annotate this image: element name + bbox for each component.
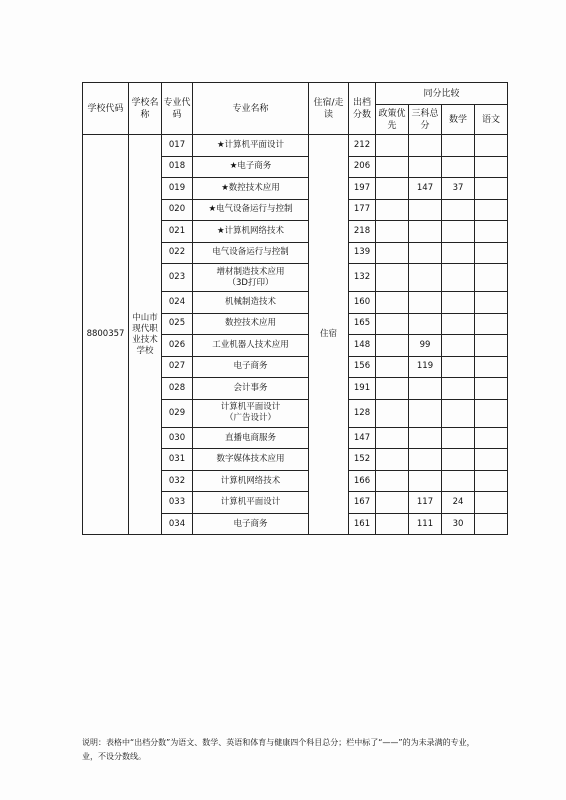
major-name-cell — [193, 356, 309, 378]
three-total-cell: 147 — [409, 178, 442, 200]
major-name-cell — [193, 313, 309, 335]
major-code-cell: 021 — [162, 221, 193, 243]
score-cell: 160 — [349, 292, 376, 314]
major-name-text: 数字媒体技术应用 — [216, 454, 285, 465]
major-name-cell — [193, 199, 309, 221]
math-cell — [442, 221, 475, 243]
chinese-cell — [475, 156, 508, 178]
major-code-cell: 030 — [162, 427, 193, 449]
major-code-cell: 027 — [162, 356, 193, 378]
header-three-total: 三科总分 — [409, 105, 442, 135]
policy-cell — [376, 242, 409, 264]
chinese-cell — [475, 470, 508, 492]
policy-cell — [376, 292, 409, 314]
chinese-cell — [475, 492, 508, 514]
major-name-text: 电子商务 — [233, 361, 268, 372]
score-cell: 139 — [349, 242, 376, 264]
major-name-text: 机械制造技术 — [224, 296, 276, 307]
header-chinese: 语文 — [475, 105, 508, 135]
major-name-text: 直播电商服务 — [224, 432, 276, 443]
major-name-text: ★电子商务 — [229, 161, 272, 172]
three-total-cell — [409, 199, 442, 221]
header-major-name: 专业名称 — [193, 83, 309, 135]
major-code-cell: 023 — [162, 264, 193, 292]
school-name-cell: 中山市现代职业技术学校 — [129, 135, 162, 535]
major-name-text: 计算机平面设计 — [220, 402, 281, 413]
three-total-cell — [409, 264, 442, 292]
math-cell — [442, 313, 475, 335]
major-code-cell: 028 — [162, 378, 193, 400]
table-row — [83, 135, 508, 157]
chinese-cell — [475, 221, 508, 243]
score-cell: 177 — [349, 199, 376, 221]
header-school-name: 学校名称 — [129, 83, 162, 135]
header-math: 数学 — [442, 105, 475, 135]
lodging-cell: 住宿 — [309, 135, 349, 535]
admission-score-table — [82, 82, 508, 535]
score-cell: 166 — [349, 470, 376, 492]
policy-cell — [376, 156, 409, 178]
major-name-cell — [193, 470, 309, 492]
major-name-text: ★计算机平面设计 — [216, 139, 285, 150]
major-name-cell — [193, 156, 309, 178]
policy-cell — [376, 264, 409, 292]
major-name-cell — [193, 221, 309, 243]
score-cell: 132 — [349, 264, 376, 292]
footnote-line-1: 说明：表格中“出档分数”为语文、数学、英语和体育与健康四个科目总分；栏中标了“——”的为未录满的专业， — [82, 738, 475, 747]
score-cell: 128 — [349, 399, 376, 427]
three-total-cell: 119 — [409, 356, 442, 378]
major-code-cell: 018 — [162, 156, 193, 178]
three-total-cell — [409, 427, 442, 449]
policy-cell — [376, 399, 409, 427]
math-cell — [442, 356, 475, 378]
major-name-cell — [193, 449, 309, 471]
math-cell: 30 — [442, 513, 475, 535]
major-name-cell — [193, 513, 309, 535]
score-cell: 206 — [349, 156, 376, 178]
school-code-cell: 8800357 — [83, 135, 129, 535]
major-name-text: 计算机网络技术 — [220, 475, 281, 486]
major-code-cell: 034 — [162, 513, 193, 535]
major-code-cell: 025 — [162, 313, 193, 335]
math-cell — [442, 156, 475, 178]
major-name-subtext: （3D打印） — [227, 277, 274, 288]
chinese-cell — [475, 313, 508, 335]
chinese-cell — [475, 427, 508, 449]
major-name-cell — [193, 335, 309, 357]
major-code-cell: 026 — [162, 335, 193, 357]
three-total-cell — [409, 449, 442, 471]
policy-cell — [376, 335, 409, 357]
major-code-cell: 031 — [162, 449, 193, 471]
major-name-text: ★电气设备运行与控制 — [208, 204, 293, 215]
major-code-cell: 017 — [162, 135, 193, 157]
policy-cell — [376, 135, 409, 157]
major-code-cell: 032 — [162, 470, 193, 492]
chinese-cell — [475, 178, 508, 200]
three-total-cell — [409, 470, 442, 492]
three-total-cell — [409, 242, 442, 264]
table-header — [83, 83, 508, 135]
footnote-line-2: 业，不设分数线。 — [82, 752, 146, 761]
score-cell: 147 — [349, 427, 376, 449]
score-cell: 191 — [349, 378, 376, 400]
score-cell: 165 — [349, 313, 376, 335]
math-cell — [442, 264, 475, 292]
policy-cell — [376, 178, 409, 200]
header-policy: 政策优先 — [376, 105, 409, 135]
chinese-cell — [475, 135, 508, 157]
major-code-cell: 019 — [162, 178, 193, 200]
score-cell: 212 — [349, 135, 376, 157]
math-cell — [442, 292, 475, 314]
major-name-cell — [193, 178, 309, 200]
footnote — [82, 736, 522, 764]
table-body — [83, 135, 508, 535]
three-total-cell — [409, 292, 442, 314]
major-name-text: 电子商务 — [233, 518, 268, 529]
math-cell — [442, 242, 475, 264]
policy-cell — [376, 221, 409, 243]
chinese-cell — [475, 449, 508, 471]
math-cell — [442, 449, 475, 471]
chinese-cell — [475, 513, 508, 535]
major-name-cell — [193, 378, 309, 400]
chinese-cell — [475, 264, 508, 292]
score-cell: 197 — [349, 178, 376, 200]
math-cell: 24 — [442, 492, 475, 514]
chinese-cell — [475, 356, 508, 378]
policy-cell — [376, 470, 409, 492]
math-cell — [442, 427, 475, 449]
three-total-cell — [409, 313, 442, 335]
major-name-text: ★计算机网络技术 — [216, 225, 285, 236]
major-name-cell — [193, 492, 309, 514]
math-cell — [442, 335, 475, 357]
header-school-code: 学校代码 — [83, 83, 129, 135]
chinese-cell — [475, 399, 508, 427]
three-total-cell — [409, 378, 442, 400]
three-total-cell — [409, 399, 442, 427]
header-score: 出档分数 — [349, 83, 376, 135]
three-total-cell — [409, 135, 442, 157]
policy-cell — [376, 449, 409, 471]
chinese-cell — [475, 378, 508, 400]
major-name-text: 电气设备运行与控制 — [212, 247, 289, 258]
score-cell: 161 — [349, 513, 376, 535]
three-total-cell — [409, 221, 442, 243]
major-name-text: 数控技术应用 — [224, 318, 276, 329]
major-name-cell — [193, 242, 309, 264]
score-cell: 148 — [349, 335, 376, 357]
header-tie-compare: 同分比较 — [376, 83, 508, 105]
three-total-cell: 99 — [409, 335, 442, 357]
math-cell — [442, 470, 475, 492]
major-name-text: 计算机平面设计 — [220, 497, 281, 508]
major-name-cell — [193, 427, 309, 449]
score-cell: 152 — [349, 449, 376, 471]
policy-cell — [376, 492, 409, 514]
major-name-text: 工业机器人技术应用 — [212, 339, 289, 350]
major-name-text: 会计事务 — [233, 382, 268, 393]
major-code-cell: 022 — [162, 242, 193, 264]
major-code-cell: 033 — [162, 492, 193, 514]
score-cell: 156 — [349, 356, 376, 378]
policy-cell — [376, 513, 409, 535]
header-lodging: 住宿/走读 — [309, 83, 349, 135]
three-total-cell: 111 — [409, 513, 442, 535]
policy-cell — [376, 356, 409, 378]
major-name-text: ★数控技术应用 — [221, 182, 280, 193]
chinese-cell — [475, 335, 508, 357]
math-cell — [442, 399, 475, 427]
policy-cell — [376, 199, 409, 221]
chinese-cell — [475, 292, 508, 314]
policy-cell — [376, 378, 409, 400]
major-code-cell: 029 — [162, 399, 193, 427]
major-name-subtext: （广告设计） — [224, 413, 276, 424]
chinese-cell — [475, 199, 508, 221]
chinese-cell — [475, 242, 508, 264]
major-name-cell — [193, 135, 309, 157]
math-cell — [442, 199, 475, 221]
major-code-cell: 024 — [162, 292, 193, 314]
major-name-cell — [193, 292, 309, 314]
major-name-cell — [193, 264, 309, 292]
header-major-code: 专业代码 — [162, 83, 193, 135]
math-cell: 37 — [442, 178, 475, 200]
three-total-cell: 117 — [409, 492, 442, 514]
policy-cell — [376, 427, 409, 449]
math-cell — [442, 135, 475, 157]
math-cell — [442, 378, 475, 400]
major-name-text: 增材制造技术应用 — [216, 266, 285, 277]
score-cell: 218 — [349, 221, 376, 243]
score-cell: 167 — [349, 492, 376, 514]
major-code-cell: 020 — [162, 199, 193, 221]
policy-cell — [376, 313, 409, 335]
major-name-cell — [193, 399, 309, 427]
three-total-cell — [409, 156, 442, 178]
